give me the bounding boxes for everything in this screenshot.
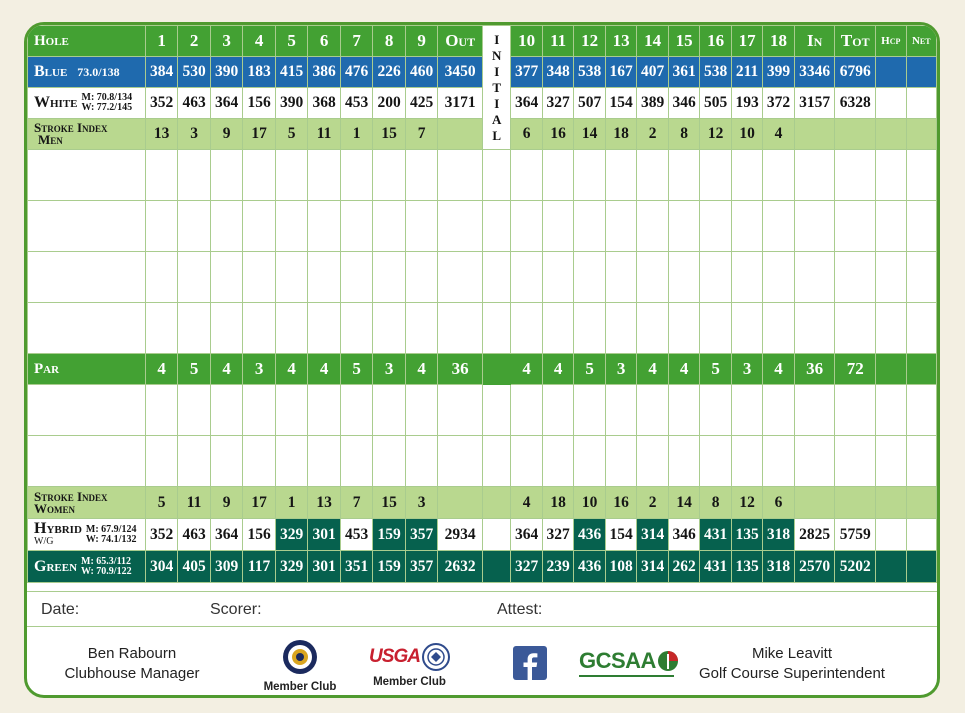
hybrid-yardage: 364 <box>511 519 542 551</box>
hcp-cell[interactable] <box>876 551 906 583</box>
hybrid-yardage: 453 <box>340 519 373 551</box>
white-total: 6328 <box>835 88 876 119</box>
white-yardage: 507 <box>574 88 605 119</box>
hole-5: 5 <box>275 26 308 57</box>
hole-6: 6 <box>308 26 341 57</box>
par-value: 4 <box>308 354 341 385</box>
blue-yardage: 226 <box>373 57 406 88</box>
par-value: 4 <box>763 354 794 385</box>
si-women-value: 4 <box>511 487 542 519</box>
white-yardage: 463 <box>178 88 211 119</box>
signature-line <box>27 591 937 627</box>
par-value: 4 <box>668 354 699 385</box>
hybrid-sub: W/G <box>34 535 54 547</box>
par-value: 3 <box>731 354 762 385</box>
initial-letter: I <box>494 95 500 111</box>
si-men-value: 1 <box>340 119 373 150</box>
par-out-total: 36 <box>438 354 483 385</box>
si-women-initial-empty <box>483 487 511 519</box>
si-men-value: 13 <box>145 119 178 150</box>
hole-15: 15 <box>668 26 699 57</box>
par-value: 4 <box>275 354 308 385</box>
hybrid-yardage: 431 <box>700 519 731 551</box>
white-yardage: 193 <box>731 88 762 119</box>
initial-letter: I <box>494 31 500 47</box>
white-in-total: 3157 <box>794 88 835 119</box>
si-men-hcp-empty <box>876 119 906 150</box>
blue-yardage: 348 <box>542 57 573 88</box>
hybrid-name: Hybrid <box>34 519 82 537</box>
white-yardage: 390 <box>275 88 308 119</box>
si-women-value: 5 <box>145 487 178 519</box>
white-yardage: 372 <box>763 88 794 119</box>
si-women-out-empty <box>438 487 483 519</box>
green-yardage: 262 <box>668 551 699 583</box>
par-value: 5 <box>574 354 605 385</box>
si-women-value: 3 <box>405 487 438 519</box>
si-women-value: 12 <box>731 487 762 519</box>
par-value: 3 <box>605 354 636 385</box>
out-header: Out <box>438 26 483 57</box>
si-men-in-empty <box>794 119 835 150</box>
green-name: Green <box>34 557 78 575</box>
green-rating-women: W: 70.9/122 <box>81 565 132 577</box>
hybrid-yardage: 329 <box>275 519 308 551</box>
score-row[interactable] <box>28 252 937 303</box>
hybrid-yardage: 327 <box>542 519 573 551</box>
white-label <box>28 88 146 119</box>
hybrid-yardage: 463 <box>178 519 211 551</box>
hybrid-yardage: 159 <box>373 519 406 551</box>
score-row[interactable] <box>28 303 937 354</box>
association-seal-icon <box>280 638 320 676</box>
blue-yardage: 183 <box>243 57 276 88</box>
scorecard-table <box>27 25 937 583</box>
green-yardage: 436 <box>574 551 605 583</box>
hole-11: 11 <box>542 26 573 57</box>
white-yardage: 200 <box>373 88 406 119</box>
hybrid-yardage: 314 <box>637 519 668 551</box>
white-yardage: 346 <box>668 88 699 119</box>
player-name-cell[interactable] <box>28 201 146 252</box>
hybrid-tee-row <box>28 519 937 551</box>
par-value: 5 <box>178 354 211 385</box>
hcp-cell[interactable] <box>876 57 906 88</box>
member-club-caption: Member Club <box>373 676 446 688</box>
si-women-line2: Women <box>34 500 75 516</box>
usga-text: USGA <box>369 646 420 667</box>
attest-field[interactable]: Attest: <box>497 601 543 618</box>
si-women-hcp-empty <box>876 487 906 519</box>
si-men-value: 7 <box>405 119 438 150</box>
blue-yardage: 377 <box>511 57 542 88</box>
si-women-value: 10 <box>574 487 605 519</box>
initial-letter: I <box>494 63 500 79</box>
association-logo <box>255 638 345 693</box>
hole-label: Hole <box>28 26 146 57</box>
green-out-total: 2632 <box>438 551 483 583</box>
blue-yardage: 361 <box>668 57 699 88</box>
green-yardage: 405 <box>178 551 211 583</box>
white-yardage: 425 <box>405 88 438 119</box>
usga-logo <box>362 638 457 688</box>
si-men-tot-empty <box>835 119 876 150</box>
si-men-value: 4 <box>763 119 794 150</box>
hole-10: 10 <box>511 26 542 57</box>
net-cell[interactable] <box>906 57 936 88</box>
golf-course-superintendent <box>687 644 897 684</box>
si-men-value: 9 <box>210 119 243 150</box>
blue-yardage: 538 <box>700 57 731 88</box>
score-row[interactable] <box>28 385 937 436</box>
superintendent-title: Golf Course Superintendent <box>699 665 885 682</box>
player-name-cell[interactable] <box>28 385 146 436</box>
si-women-value: 17 <box>243 487 276 519</box>
si-men-value: 10 <box>731 119 762 150</box>
par-value: 5 <box>340 354 373 385</box>
hybrid-yardage: 301 <box>308 519 341 551</box>
hybrid-total: 5759 <box>835 519 876 551</box>
hole-9: 9 <box>405 26 438 57</box>
si-women-line1: Stroke Index <box>34 488 108 504</box>
initial-letter: T <box>492 79 502 95</box>
stroke-index-men-row <box>28 119 937 150</box>
blue-tee-row <box>28 57 937 88</box>
footer-branding <box>27 628 937 698</box>
blue-yardage: 538 <box>574 57 605 88</box>
white-name: White <box>34 94 78 111</box>
si-men-out-empty <box>438 119 483 150</box>
hybrid-yardage: 364 <box>210 519 243 551</box>
hybrid-initial-empty <box>483 519 511 551</box>
hybrid-in-total: 2825 <box>794 519 835 551</box>
green-yardage: 351 <box>340 551 373 583</box>
net-cell[interactable] <box>906 519 936 551</box>
white-yardage: 389 <box>637 88 668 119</box>
si-men-value: 17 <box>243 119 276 150</box>
score-row[interactable] <box>28 150 937 201</box>
hole-row <box>28 26 937 57</box>
si-men-line1: Stroke Index <box>34 120 108 135</box>
par-value: 4 <box>637 354 668 385</box>
white-out-total: 3171 <box>438 88 483 119</box>
blue-yardage: 460 <box>405 57 438 88</box>
si-men-value: 11 <box>308 119 341 150</box>
green-yardage: 159 <box>373 551 406 583</box>
si-women-value: 18 <box>542 487 573 519</box>
hcp-header: Hcp <box>876 26 906 57</box>
blue-out-total: 3450 <box>438 57 483 88</box>
blue-yardage: 211 <box>731 57 762 88</box>
hybrid-label <box>28 519 146 551</box>
hybrid-rating-men: M: 67.9/124 <box>85 523 137 535</box>
si-men-value: 16 <box>542 119 573 150</box>
hole-8: 8 <box>373 26 406 57</box>
par-row <box>28 354 937 385</box>
green-yardage: 327 <box>511 551 542 583</box>
white-yardage: 505 <box>700 88 731 119</box>
si-women-value: 11 <box>178 487 211 519</box>
hole-14: 14 <box>637 26 668 57</box>
initial-letter: A <box>492 111 502 127</box>
in-header: In <box>794 26 835 57</box>
si-women-value: 16 <box>605 487 636 519</box>
green-yardage: 108 <box>605 551 636 583</box>
si-women-in-empty <box>794 487 835 519</box>
blue-name: Blue <box>34 63 68 80</box>
hybrid-yardage: 135 <box>731 519 762 551</box>
initial-letter: N <box>492 47 502 63</box>
si-women-tot-empty <box>835 487 876 519</box>
si-men-value: 2 <box>637 119 668 150</box>
hybrid-yardage: 154 <box>605 519 636 551</box>
si-men-value: 12 <box>700 119 731 150</box>
si-men-value: 6 <box>511 119 542 150</box>
hole-7: 7 <box>340 26 373 57</box>
hybrid-yardage: 346 <box>668 519 699 551</box>
gcsaa-emblem-icon <box>657 650 679 672</box>
si-women-value: 2 <box>637 487 668 519</box>
hybrid-yardage: 352 <box>145 519 178 551</box>
stroke-index-men-label <box>28 119 146 150</box>
hole-16: 16 <box>700 26 731 57</box>
green-yardage: 135 <box>731 551 762 583</box>
superintendent-name: Mike Leavitt <box>751 645 833 662</box>
green-rating-men: M: 65.3/112 <box>81 555 132 567</box>
player-name-cell[interactable] <box>28 150 146 201</box>
player-name-cell[interactable] <box>28 436 146 487</box>
green-label <box>28 551 146 583</box>
blue-yardage: 399 <box>763 57 794 88</box>
blue-rating: 73.0/138 <box>77 64 120 79</box>
gcsaa-logo <box>579 648 689 688</box>
hybrid-rating-women: W: 74.1/132 <box>85 533 137 545</box>
hybrid-out-total: 2934 <box>438 519 483 551</box>
green-yardage: 301 <box>308 551 341 583</box>
white-yardage: 352 <box>145 88 178 119</box>
si-men-value: 14 <box>574 119 605 150</box>
si-women-value: 9 <box>210 487 243 519</box>
net-cell[interactable] <box>906 551 936 583</box>
hole-2: 2 <box>178 26 211 57</box>
blue-in-total: 3346 <box>794 57 835 88</box>
white-yardage: 156 <box>243 88 276 119</box>
clubhouse-manager <box>57 644 207 684</box>
hole-18: 18 <box>763 26 794 57</box>
date-field[interactable]: Date: <box>41 601 80 618</box>
green-yardage: 329 <box>275 551 308 583</box>
si-women-value: 14 <box>668 487 699 519</box>
hole-4: 4 <box>243 26 276 57</box>
blue-yardage: 476 <box>340 57 373 88</box>
par-value: 4 <box>405 354 438 385</box>
green-in-total: 2570 <box>794 551 835 583</box>
player-name-cell[interactable] <box>28 252 146 303</box>
stroke-index-women-label <box>28 487 146 519</box>
par-value: 3 <box>243 354 276 385</box>
scorer-field[interactable]: Scorer: <box>210 601 262 618</box>
manager-title: Clubhouse Manager <box>64 665 200 682</box>
white-yardage: 453 <box>340 88 373 119</box>
net-header: Net <box>906 26 936 57</box>
white-yardage: 364 <box>511 88 542 119</box>
green-initial-empty <box>483 551 511 583</box>
si-women-net-empty <box>906 487 936 519</box>
si-men-line2: Men <box>38 132 63 147</box>
si-men-net-empty <box>906 119 936 150</box>
white-rating-men: M: 70.8/134 <box>81 92 133 103</box>
par-in-total: 36 <box>794 354 835 385</box>
facebook-icon[interactable] <box>513 646 547 680</box>
blue-yardage: 384 <box>145 57 178 88</box>
initial-letter: L <box>492 127 502 143</box>
blue-label <box>28 57 146 88</box>
hole-13: 13 <box>605 26 636 57</box>
green-yardage: 431 <box>700 551 731 583</box>
par-initial-gap <box>483 354 511 385</box>
green-yardage: 117 <box>243 551 276 583</box>
hole-17: 17 <box>731 26 762 57</box>
si-women-value: 13 <box>308 487 341 519</box>
white-yardage: 327 <box>542 88 573 119</box>
blue-yardage: 386 <box>308 57 341 88</box>
member-club-caption: Member Club <box>263 681 337 693</box>
par-value: 3 <box>373 354 406 385</box>
si-men-value: 3 <box>178 119 211 150</box>
si-women-value: 1 <box>275 487 308 519</box>
green-tee-row <box>28 551 937 583</box>
green-yardage: 318 <box>763 551 794 583</box>
facebook-logo[interactable] <box>513 646 547 680</box>
hybrid-yardage: 318 <box>763 519 794 551</box>
score-row[interactable] <box>28 436 937 487</box>
manager-name: Ben Rabourn <box>87 645 177 662</box>
si-women-value: 6 <box>763 487 794 519</box>
par-value: 4 <box>542 354 573 385</box>
white-rating-women: W: 77.2/145 <box>81 102 133 113</box>
si-men-value: 8 <box>668 119 699 150</box>
si-men-value: 18 <box>605 119 636 150</box>
green-total: 5202 <box>835 551 876 583</box>
gcsaa-text: GCSAA <box>579 648 656 673</box>
hybrid-yardage: 156 <box>243 519 276 551</box>
green-yardage: 309 <box>210 551 243 583</box>
par-value: 5 <box>700 354 731 385</box>
par-label: Par <box>28 354 146 385</box>
hybrid-yardage: 436 <box>574 519 605 551</box>
white-yardage: 368 <box>308 88 341 119</box>
blue-total: 6796 <box>835 57 876 88</box>
par-hcp-empty <box>876 354 906 385</box>
par-total: 72 <box>835 354 876 385</box>
si-women-value: 7 <box>340 487 373 519</box>
green-yardage: 304 <box>145 551 178 583</box>
par-value: 4 <box>210 354 243 385</box>
green-yardage: 357 <box>405 551 438 583</box>
green-yardage: 239 <box>542 551 573 583</box>
par-value: 4 <box>145 354 178 385</box>
hybrid-yardage: 357 <box>405 519 438 551</box>
scorecard <box>24 22 940 698</box>
si-women-value: 8 <box>700 487 731 519</box>
player-name-cell[interactable] <box>28 303 146 354</box>
blue-yardage: 530 <box>178 57 211 88</box>
green-yardage: 314 <box>637 551 668 583</box>
white-yardage: 364 <box>210 88 243 119</box>
par-value: 4 <box>511 354 542 385</box>
blue-yardage: 407 <box>637 57 668 88</box>
usga-seal-icon <box>422 643 450 671</box>
hole-3: 3 <box>210 26 243 57</box>
hcp-cell[interactable] <box>876 88 906 119</box>
white-tee-row <box>28 88 937 119</box>
si-women-value: 15 <box>373 487 406 519</box>
tot-header: Tot <box>835 26 876 57</box>
initial-column <box>483 26 511 150</box>
blue-yardage: 415 <box>275 57 308 88</box>
net-cell[interactable] <box>906 88 936 119</box>
si-men-value: 5 <box>275 119 308 150</box>
hole-12: 12 <box>574 26 605 57</box>
blue-yardage: 390 <box>210 57 243 88</box>
stroke-index-women-row <box>28 487 937 519</box>
score-row[interactable] <box>28 201 937 252</box>
blue-yardage: 167 <box>605 57 636 88</box>
si-men-value: 15 <box>373 119 406 150</box>
white-yardage: 154 <box>605 88 636 119</box>
par-net-empty <box>906 354 936 385</box>
hcp-cell[interactable] <box>876 519 906 551</box>
hole-1: 1 <box>145 26 178 57</box>
